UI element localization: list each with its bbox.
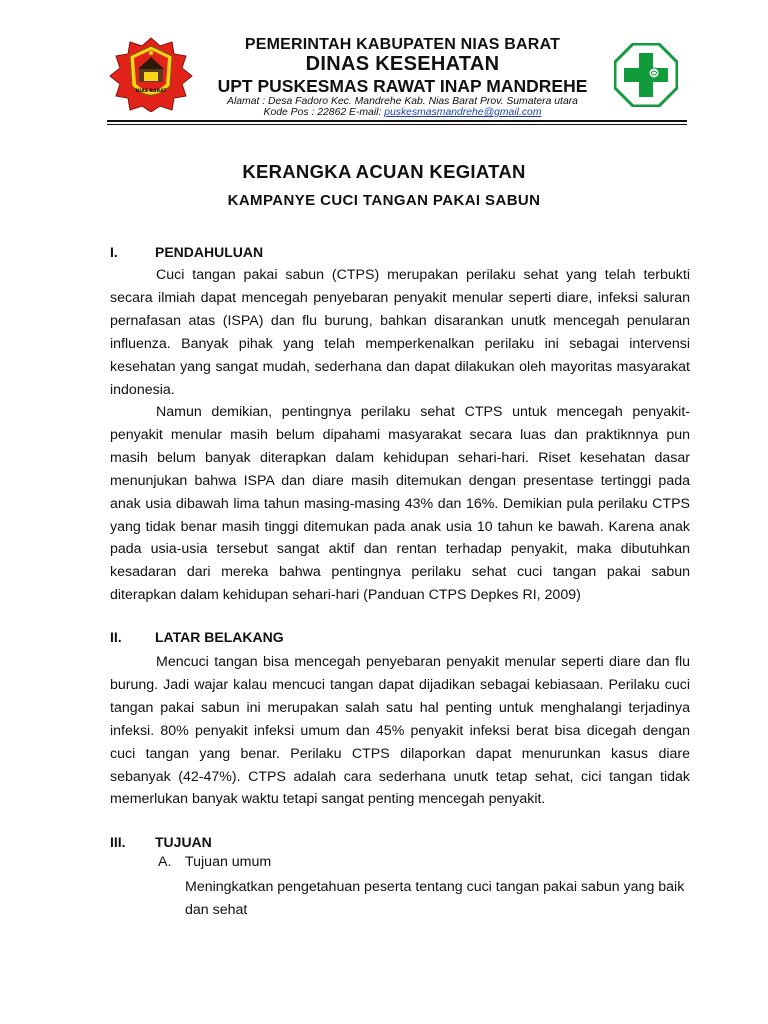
section-number: I. <box>110 244 118 260</box>
document-title: KERANGKA ACUAN KEGIATAN <box>242 161 526 182</box>
contact-line <box>195 107 610 118</box>
list-item <box>158 854 271 870</box>
section-title: PENDAHULUAN <box>155 244 264 260</box>
government-name: PEMERINTAH KABUPATEN NIAS BARAT <box>244 36 561 53</box>
department-name: DINAS KESEHATAN <box>305 53 500 75</box>
section-number: II. <box>110 629 122 645</box>
letterhead-divider <box>107 120 687 122</box>
list-item-label: Tujuan umum <box>185 854 272 870</box>
section-number: III. <box>110 834 126 850</box>
postal-code-label: Kode Pos : 22862 E-mail: <box>263 107 385 118</box>
email-link[interactable]: puskesmasmandrehe@gmail.com <box>384 107 542 118</box>
list-item-text: Meningkatkan pengetahuan peserta tentang cuci tangan pakai sabun yang baik dan sehat <box>185 879 685 918</box>
regency-emblem-icon <box>108 36 194 112</box>
section-heading-latar-belakang <box>110 629 284 645</box>
paragraph: Cuci tangan pakai sabun (CTPS) merupakan perilaku sehat yang telah terbukti secara ilmiah dapat mencegah penyebaran penyakit menular seperti diare, infeksi saluran pernafasan atas (ISPA) dan flu burung, bahkan disarankan unutk mencegah penularan influenza. Banyak pihak yang telah memperkenalkan perilaku ini sebagai intervensi kesehatan yang sangat mudah, sederhana dan dapat dilakukan oleh mayoritas masyarakat indonesia. <box>110 267 690 398</box>
health-cross-icon <box>614 43 678 107</box>
section-title: LATAR BELAKANG <box>155 629 284 645</box>
puskesmas-name: UPT PUSKESMAS RAWAT INAP MANDREHE <box>217 76 588 96</box>
section-heading-pendahuluan <box>110 244 263 260</box>
section-title: TUJUAN <box>155 834 212 850</box>
paragraph: Mencuci tangan bisa mencegah penyebaran penyakit menular seperti diare dan flu burung. Jadi wajar kalau mencuci tangan dapat dijadikan sebagai kebiasaan. Perilaku cuci tangan pakai sabun ini merupakan salah satu hal penting untuk menghalangi terjadinya infeksi. 80% penyakit infeksi umum dan 45% penyakit infeksi berat bisa dicegah dengan cuci tangan yang benar. Perilaku CTPS dilaporkan dapat menurunkan kasus diare sebanyak (42-47%). CTPS adalah cara sederhana unutk tetap sehat, cici tangan tidak memerlukan banyak waktu tetapi sangat penting mencegah penyakit. <box>110 654 690 808</box>
document-subtitle: KAMPANYE CUCI TANGAN PAKAI SABUN <box>227 192 541 209</box>
svg-text:NIAS BARAT: NIAS BARAT <box>135 89 167 94</box>
list-item-letter: A. <box>158 854 172 870</box>
address: Alamat : Desa Fadoro Kec. Mandrehe Kab. Nias Barat Prov. Sumatera utara <box>227 96 578 107</box>
letterhead-divider-thin <box>107 124 687 125</box>
paragraph: Namun demikian, pentingnya perilaku sehat CTPS untuk mencegah penyakit- penyakit menular masih belum dipahami masyarakat secara luas dan praktiknnya pun masih belum banyak diterapkan dalam kehidupan sehari-hari. Riset kesehatan dasar menunjukan bahwa ISPA dan diare masih ditemukan dengan presentase tertinggi pada anak usia dibawah lima tahun masing-masing 43% dan 16%. Demikian pula perilaku CTPS yang tidak benar masih tinggi ditemukan pada anak usia 10 tahun ke bawah. Karena anak pada usia-usia tersebut sangat aktif dan rentan terhadap penyakit, maka dibutuhkan kesadaran dari mereka bahwa pentingnya perilaku sehat cuci tangan pakai sabun diterapkan dalam kehidupan sehari-hari (Panduan CTPS Depkes RI, 2009) <box>110 404 690 604</box>
section-heading-tujuan <box>110 834 212 850</box>
letterhead <box>0 0 768 124</box>
